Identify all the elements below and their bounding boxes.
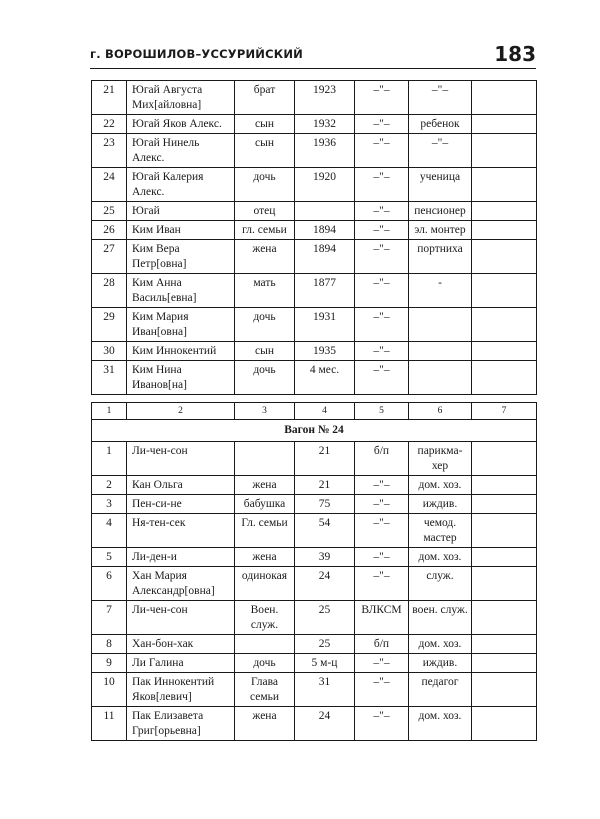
row-number-cell: 29	[92, 308, 127, 342]
party-cell: –"–	[355, 240, 409, 274]
wagon-24-table	[91, 402, 537, 741]
table-row	[92, 476, 537, 495]
occupation-cell: дом. хоз.	[409, 635, 472, 654]
person-name-cell: Кан Ольга	[127, 476, 235, 495]
person-name-cell: Ким Вера Петр[овна]	[127, 240, 235, 274]
party-cell: –"–	[355, 495, 409, 514]
table-row	[92, 274, 537, 308]
page-number: 183	[494, 42, 536, 66]
party-cell: –"–	[355, 342, 409, 361]
table-row	[92, 567, 537, 601]
table-row	[92, 240, 537, 274]
wagon-heading-row	[92, 420, 537, 442]
birth-year-cell	[295, 202, 355, 221]
party-cell: –"–	[355, 134, 409, 168]
row-number-cell: 4	[92, 514, 127, 548]
party-cell: –"–	[355, 361, 409, 395]
person-name-cell: Югай	[127, 202, 235, 221]
party-cell: –"–	[355, 654, 409, 673]
person-name-cell: Ким Мария Иван[овна]	[127, 308, 235, 342]
relation-cell: дочь	[235, 361, 295, 395]
table-row	[92, 673, 537, 707]
occupation-cell: служ.	[409, 567, 472, 601]
party-cell: –"–	[355, 567, 409, 601]
birth-year-cell: 1923	[295, 81, 355, 115]
person-name-cell: Ли-ден-и	[127, 548, 235, 567]
person-name-cell: Югай Калерия Алекс.	[127, 168, 235, 202]
birth-year-cell: 1931	[295, 308, 355, 342]
table-row	[92, 601, 537, 635]
row-number-cell: 5	[92, 548, 127, 567]
birth-year-cell: 24	[295, 567, 355, 601]
column-number: 1	[92, 403, 127, 420]
birth-year-cell: 1936	[295, 134, 355, 168]
table-row	[92, 115, 537, 134]
person-name-cell: Ким Анна Василь[евна]	[127, 274, 235, 308]
table-row	[92, 361, 537, 395]
occupation-cell: –"–	[409, 81, 472, 115]
relation-cell: гл. семьи	[235, 221, 295, 240]
relation-cell: дочь	[235, 168, 295, 202]
person-name-cell: Югай Яков Алекс.	[127, 115, 235, 134]
relation-cell: жена	[235, 476, 295, 495]
row-number-cell: 3	[92, 495, 127, 514]
row-number-cell: 2	[92, 476, 127, 495]
person-name-cell: Ня-тен-сек	[127, 514, 235, 548]
relation-cell: отец	[235, 202, 295, 221]
row-number-cell: 6	[92, 567, 127, 601]
row-number-cell: 25	[92, 202, 127, 221]
occupation-cell: чемод. мастер	[409, 514, 472, 548]
table-row	[92, 202, 537, 221]
party-cell: б/п	[355, 442, 409, 476]
relation-cell: жена	[235, 707, 295, 741]
occupation-cell	[409, 342, 472, 361]
table-row	[92, 342, 537, 361]
birth-year-cell: 1935	[295, 342, 355, 361]
row-number-cell: 7	[92, 601, 127, 635]
page-header	[90, 42, 536, 70]
person-name-cell: Ким Нина Иванов[на]	[127, 361, 235, 395]
note-cell	[472, 442, 537, 476]
table-row	[92, 707, 537, 741]
note-cell	[472, 361, 537, 395]
party-cell: б/п	[355, 635, 409, 654]
occupation-cell: ученица	[409, 168, 472, 202]
note-cell	[472, 654, 537, 673]
occupation-cell: иждив.	[409, 654, 472, 673]
person-name-cell: Пак Елизавета Григ[орьевна]	[127, 707, 235, 741]
note-cell	[472, 635, 537, 654]
note-cell	[472, 476, 537, 495]
relation-cell: жена	[235, 240, 295, 274]
occupation-cell: парикма-хер	[409, 442, 472, 476]
occupation-cell: –"–	[409, 134, 472, 168]
relation-cell	[235, 635, 295, 654]
note-cell	[472, 134, 537, 168]
relation-cell: дочь	[235, 308, 295, 342]
column-number-row	[92, 403, 537, 420]
relation-cell: дочь	[235, 654, 295, 673]
birth-year-cell: 1920	[295, 168, 355, 202]
birth-year-cell: 5 м-ц	[295, 654, 355, 673]
row-number-cell: 10	[92, 673, 127, 707]
birth-year-cell: 21	[295, 476, 355, 495]
relation-cell: сын	[235, 134, 295, 168]
row-number-cell: 23	[92, 134, 127, 168]
party-cell: –"–	[355, 308, 409, 342]
row-number-cell: 8	[92, 635, 127, 654]
birth-year-cell: 1894	[295, 240, 355, 274]
person-name-cell: Югай Августа Мих[айловна]	[127, 81, 235, 115]
relation-cell: жена	[235, 548, 295, 567]
note-cell	[472, 514, 537, 548]
note-cell	[472, 168, 537, 202]
relation-cell: брат	[235, 81, 295, 115]
note-cell	[472, 221, 537, 240]
note-cell	[472, 308, 537, 342]
table-row	[92, 654, 537, 673]
row-number-cell: 9	[92, 654, 127, 673]
row-number-cell: 24	[92, 168, 127, 202]
occupation-cell	[409, 308, 472, 342]
party-cell: –"–	[355, 673, 409, 707]
birth-year-cell: 75	[295, 495, 355, 514]
occupation-cell	[409, 361, 472, 395]
birth-year-cell: 1894	[295, 221, 355, 240]
row-number-cell: 26	[92, 221, 127, 240]
row-number-cell: 21	[92, 81, 127, 115]
party-cell: –"–	[355, 514, 409, 548]
birth-year-cell: 25	[295, 601, 355, 635]
table-row	[92, 221, 537, 240]
table-row	[92, 134, 537, 168]
occupation-cell: воен. служ.	[409, 601, 472, 635]
note-cell	[472, 567, 537, 601]
person-name-cell: Ли Галина	[127, 654, 235, 673]
birth-year-cell: 31	[295, 673, 355, 707]
occupation-cell: пенсионер	[409, 202, 472, 221]
table-row	[92, 308, 537, 342]
relation-cell: Гл. семьи	[235, 514, 295, 548]
note-cell	[472, 673, 537, 707]
relation-cell	[235, 442, 295, 476]
person-name-cell: Ли-чен-сон	[127, 601, 235, 635]
birth-year-cell: 21	[295, 442, 355, 476]
person-name-cell: Ким Иннокентий	[127, 342, 235, 361]
birth-year-cell: 4 мес.	[295, 361, 355, 395]
running-head-title: г. ВОРОШИЛОВ–УССУРИЙСКИЙ	[90, 47, 303, 61]
party-cell: –"–	[355, 115, 409, 134]
occupation-cell: ребенок	[409, 115, 472, 134]
party-cell: ВЛКСМ	[355, 601, 409, 635]
column-number: 6	[409, 403, 472, 420]
occupation-cell: -	[409, 274, 472, 308]
table-row	[92, 442, 537, 476]
party-cell: –"–	[355, 274, 409, 308]
party-cell: –"–	[355, 548, 409, 567]
relation-cell: мать	[235, 274, 295, 308]
table-row	[92, 168, 537, 202]
note-cell	[472, 495, 537, 514]
note-cell	[472, 601, 537, 635]
occupation-cell: педагог	[409, 673, 472, 707]
note-cell	[472, 81, 537, 115]
party-cell: –"–	[355, 476, 409, 495]
occupation-cell: дом. хоз.	[409, 707, 472, 741]
birth-year-cell: 54	[295, 514, 355, 548]
occupation-cell: дом. хоз.	[409, 548, 472, 567]
birth-year-cell: 25	[295, 635, 355, 654]
column-number: 3	[235, 403, 295, 420]
party-cell: –"–	[355, 707, 409, 741]
person-name-cell: Пак Иннокентий Яков[левич]	[127, 673, 235, 707]
table-row	[92, 635, 537, 654]
note-cell	[472, 240, 537, 274]
row-number-cell: 30	[92, 342, 127, 361]
party-cell: –"–	[355, 81, 409, 115]
note-cell	[472, 115, 537, 134]
relation-cell: сын	[235, 115, 295, 134]
person-name-cell: Югай Нинель Алекс.	[127, 134, 235, 168]
person-name-cell: Ли-чен-сон	[127, 442, 235, 476]
row-number-cell: 1	[92, 442, 127, 476]
relation-cell: бабушка	[235, 495, 295, 514]
occupation-cell: портниха	[409, 240, 472, 274]
row-number-cell: 22	[92, 115, 127, 134]
person-name-cell: Пен-си-не	[127, 495, 235, 514]
occupation-cell: эл. монтер	[409, 221, 472, 240]
relation-cell: Воен. служ.	[235, 601, 295, 635]
person-name-cell: Ким Иван	[127, 221, 235, 240]
party-cell: –"–	[355, 168, 409, 202]
party-cell: –"–	[355, 221, 409, 240]
deportation-list-table-continued	[91, 80, 537, 395]
wagon-heading: Вагон № 24	[92, 420, 537, 442]
note-cell	[472, 707, 537, 741]
note-cell	[472, 548, 537, 567]
birth-year-cell: 24	[295, 707, 355, 741]
birth-year-cell: 1877	[295, 274, 355, 308]
occupation-cell: дом. хоз.	[409, 476, 472, 495]
occupation-cell: иждив.	[409, 495, 472, 514]
column-number: 7	[472, 403, 537, 420]
column-number: 4	[295, 403, 355, 420]
row-number-cell: 11	[92, 707, 127, 741]
row-number-cell: 31	[92, 361, 127, 395]
note-cell	[472, 274, 537, 308]
relation-cell: одинокая	[235, 567, 295, 601]
relation-cell: сын	[235, 342, 295, 361]
column-number: 2	[127, 403, 235, 420]
birth-year-cell: 39	[295, 548, 355, 567]
table-row	[92, 514, 537, 548]
column-number: 5	[355, 403, 409, 420]
relation-cell: Глава семьи	[235, 673, 295, 707]
table-row	[92, 81, 537, 115]
row-number-cell: 28	[92, 274, 127, 308]
header-rule	[90, 68, 536, 69]
note-cell	[472, 202, 537, 221]
note-cell	[472, 342, 537, 361]
person-name-cell: Хан-бон-хак	[127, 635, 235, 654]
table-row	[92, 495, 537, 514]
party-cell: –"–	[355, 202, 409, 221]
person-name-cell: Хан Мария Александр[овна]	[127, 567, 235, 601]
birth-year-cell: 1932	[295, 115, 355, 134]
table-row	[92, 548, 537, 567]
row-number-cell: 27	[92, 240, 127, 274]
